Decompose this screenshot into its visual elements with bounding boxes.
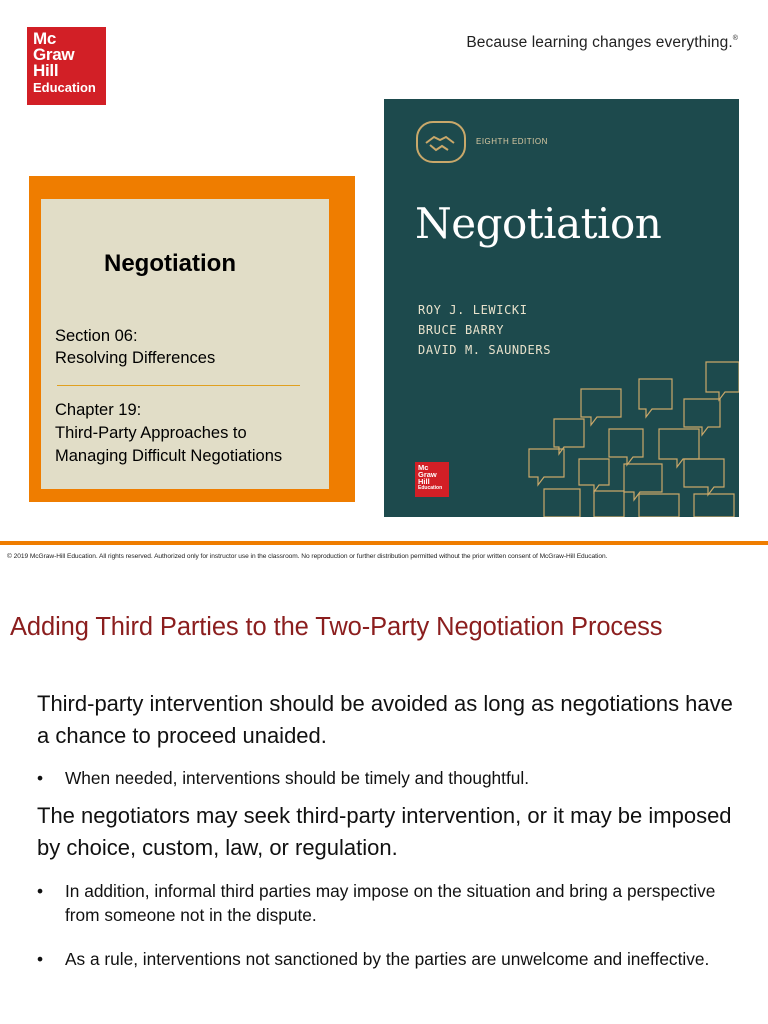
registered-mark: ® bbox=[732, 35, 738, 42]
slide-heading: Adding Third Parties to the Two-Party Negotiation Process bbox=[10, 613, 663, 641]
slide-title: Negotiation bbox=[104, 250, 236, 277]
chapter-title-line2: Managing Difficult Negotiations bbox=[55, 447, 283, 465]
book-author: BRUCE BARRY bbox=[418, 323, 505, 337]
chapter-title-line1: Third-Party Approaches to bbox=[55, 424, 247, 442]
tagline-text: Because learning changes everything. bbox=[466, 34, 733, 51]
publisher-logo-line: Education bbox=[418, 485, 443, 491]
copyright-notice: © 2019 McGraw-Hill Education. All rights reserved. Authorized only for instructor use in the classroom. No reproduction or further distribution permitted without the prior written consent of McGraw-Hill Education. bbox=[7, 553, 608, 560]
logo-line: Graw bbox=[33, 45, 75, 64]
publisher-logo-line: Hill bbox=[418, 477, 430, 486]
publisher-logo-line: Mc bbox=[418, 463, 429, 472]
divider bbox=[57, 385, 300, 386]
chapter-label: Chapter 19: bbox=[55, 401, 142, 419]
book-cover bbox=[384, 99, 739, 517]
tagline bbox=[466, 34, 738, 52]
mcgraw-hill-logo bbox=[27, 27, 106, 105]
book-edition: EIGHTH EDITION bbox=[476, 137, 548, 146]
logo-line: Hill bbox=[33, 61, 59, 80]
paragraph-2: The negotiators may seek third-party intervention, or it may be imposed by choice, custom, law, or regulation. bbox=[37, 803, 732, 860]
paragraph-1: Third-party intervention should be avoided as long as negotiations have a chance to proceed unaided. bbox=[37, 691, 733, 748]
orange-rule bbox=[0, 541, 768, 545]
bullet-item: • When needed, interventions should be timely and thoughtful. bbox=[37, 766, 737, 790]
bullet-item: • In addition, informal third parties may impose on the situation and bring a perspective from someone not in the dispute. bbox=[37, 879, 737, 927]
book-author: DAVID M. SAUNDERS bbox=[418, 343, 552, 357]
book-author: ROY J. LEWICKI bbox=[418, 303, 528, 317]
publisher-logo bbox=[415, 462, 449, 497]
logo-line: Mc bbox=[33, 29, 57, 48]
section-label: Section 06: bbox=[55, 327, 138, 345]
handshake-emblem-icon bbox=[416, 121, 466, 163]
publisher-logo-line: Graw bbox=[418, 470, 437, 479]
bullet-item: • As a rule, interventions not sanctioned by the parties are unwelcome and ineffective. bbox=[37, 947, 737, 971]
section-title: Resolving Differences bbox=[55, 349, 216, 367]
book-title: Negotiation bbox=[415, 199, 662, 248]
logo-line: Education bbox=[33, 80, 96, 95]
